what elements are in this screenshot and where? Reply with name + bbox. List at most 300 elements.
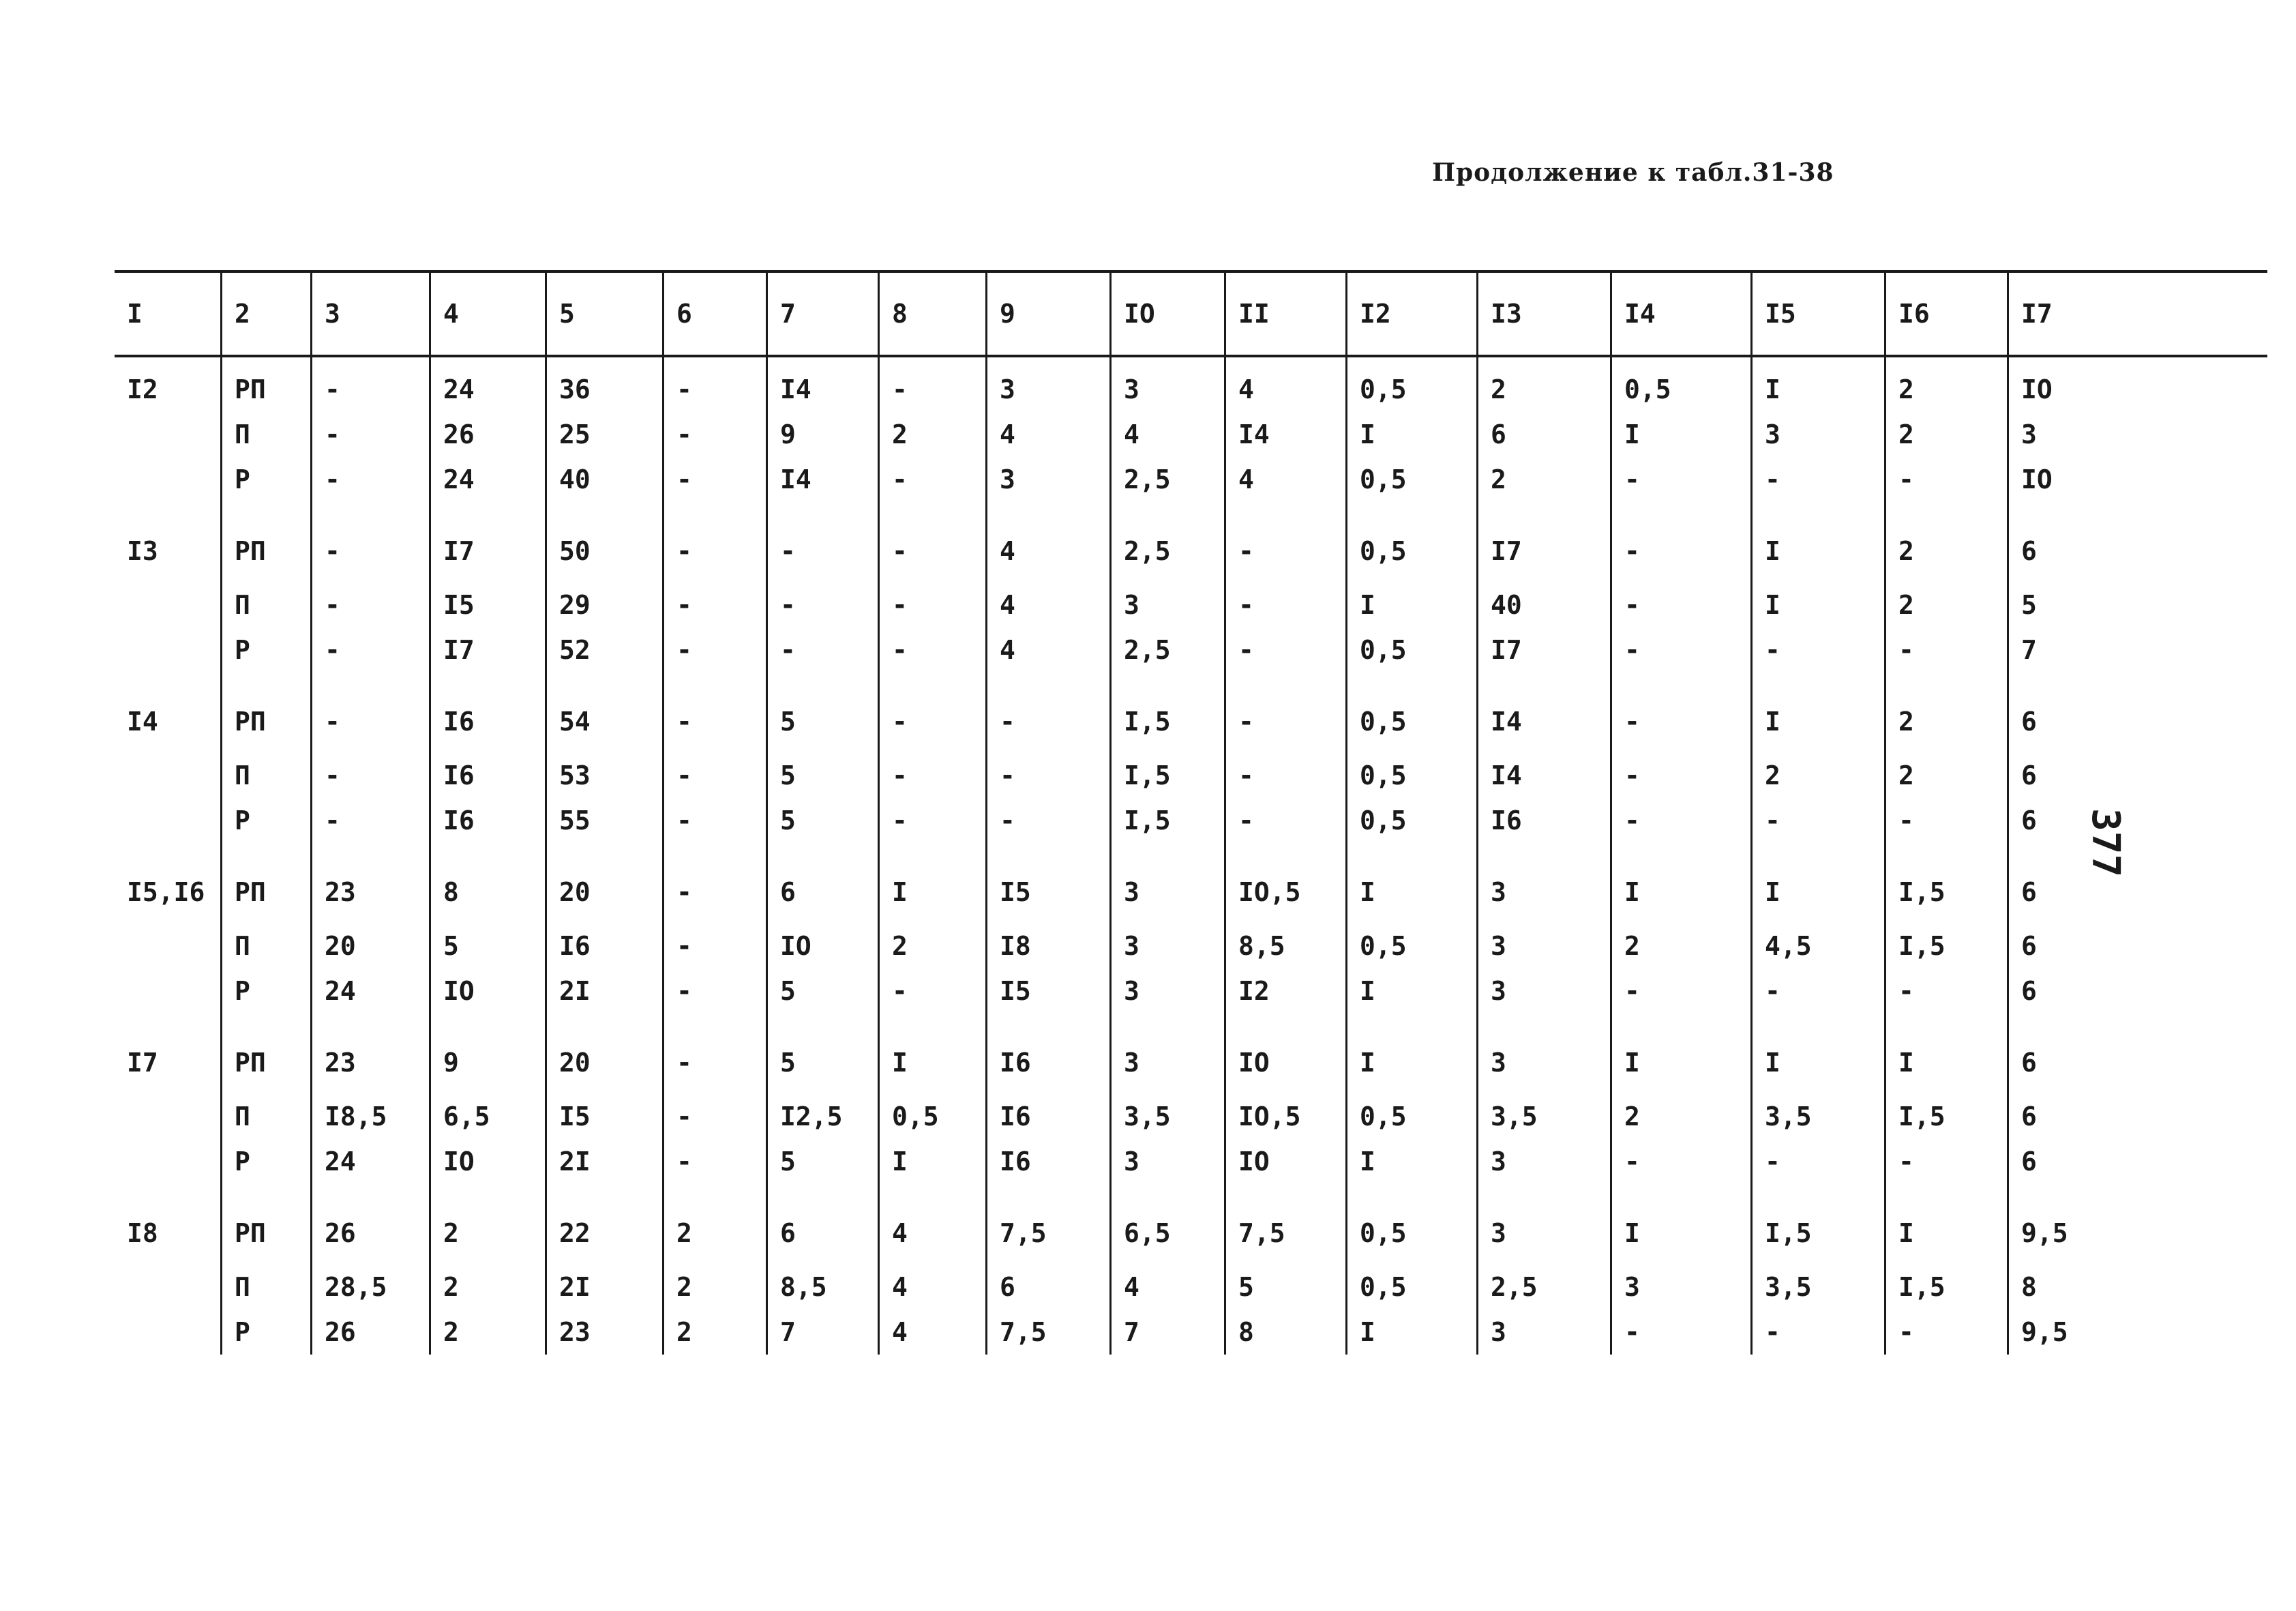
table-cell: 4 <box>987 582 1111 627</box>
table-cell: I7 <box>430 627 546 673</box>
table-cell: - <box>879 582 987 627</box>
table-cell: 2 <box>1611 923 1752 969</box>
table-cell: 3 <box>1478 1184 1611 1265</box>
table-cell: 6 <box>767 1184 879 1265</box>
table-cell: - <box>1752 1139 1885 1184</box>
table-cell: - <box>664 356 767 412</box>
table-cell: I,5 <box>1885 923 2008 969</box>
table-cell: 3 <box>987 457 1111 502</box>
table-cell: I <box>1752 502 1885 582</box>
table-cell: I5 <box>987 843 1111 923</box>
table-cell: 5 <box>767 673 879 753</box>
table-cell: 2 <box>430 1310 546 1355</box>
table-row <box>115 843 2267 923</box>
table-cell: 24 <box>430 457 546 502</box>
table-cell: - <box>1611 1139 1752 1184</box>
table-cell: 5 <box>767 1139 879 1184</box>
table-cell: 5 <box>430 923 546 969</box>
table-cell: 0,5 <box>1611 356 1752 412</box>
table-cell: I,5 <box>1111 753 1225 798</box>
table-row <box>115 1014 2267 1094</box>
table-cell: I <box>879 843 987 923</box>
table-cell: 24 <box>312 969 430 1014</box>
table-cell: 3 <box>1111 356 1225 412</box>
table-cell: - <box>987 798 1111 843</box>
table-cell: - <box>664 1094 767 1139</box>
table-cell: 4 <box>879 1265 987 1310</box>
table-cell: IO <box>2008 356 2268 412</box>
table-cell: 2 <box>1885 502 2008 582</box>
row-group-label <box>115 412 222 457</box>
table-cell: 23 <box>312 1014 430 1094</box>
table-cell: 2 <box>1885 412 2008 457</box>
column-header: I7 <box>2008 271 2268 356</box>
table-cell: - <box>664 457 767 502</box>
table-cell: 7,5 <box>1225 1184 1347 1265</box>
table-cell: - <box>1611 582 1752 627</box>
table-cell: I6 <box>430 673 546 753</box>
table-cell: 0,5 <box>1347 502 1478 582</box>
table-cell: 20 <box>546 843 664 923</box>
table-cell: 6 <box>987 1265 1111 1310</box>
table-cell: - <box>664 1139 767 1184</box>
table-cell: - <box>1611 969 1752 1014</box>
table-cell: 2 <box>1611 1094 1752 1139</box>
table-cell: - <box>1885 457 2008 502</box>
row-type-cell: Р <box>222 798 312 843</box>
column-header: 3 <box>312 271 430 356</box>
table-cell: 3 <box>1478 969 1611 1014</box>
table-row <box>115 627 2267 673</box>
table-cell: 7,5 <box>987 1184 1111 1265</box>
table-cell: 4 <box>879 1184 987 1265</box>
column-header: I5 <box>1752 271 1885 356</box>
table-cell: 3 <box>2008 412 2268 457</box>
table-cell: IO,5 <box>1225 843 1347 923</box>
table-cell: 55 <box>546 798 664 843</box>
table-cell: 2 <box>1885 673 2008 753</box>
row-type-cell: П <box>222 753 312 798</box>
table-cell: 4 <box>1111 1265 1225 1310</box>
row-type-cell: П <box>222 1265 312 1310</box>
table-row <box>115 502 2267 582</box>
table-cell: 3,5 <box>1111 1094 1225 1139</box>
table-cell: 0,5 <box>1347 1265 1478 1310</box>
table-cell: - <box>879 627 987 673</box>
table-cell: - <box>1752 798 1885 843</box>
table-row <box>115 1094 2267 1139</box>
table-cell: 26 <box>430 412 546 457</box>
row-group-label <box>115 457 222 502</box>
table-cell: 4 <box>1225 356 1347 412</box>
table-cell: IO <box>1225 1139 1347 1184</box>
row-type-cell: РП <box>222 1014 312 1094</box>
table-cell: - <box>879 673 987 753</box>
column-header: I <box>115 271 222 356</box>
row-group-label: I2 <box>127 374 158 404</box>
column-header: 4 <box>430 271 546 356</box>
table-cell: 3 <box>1478 843 1611 923</box>
column-header: 2 <box>222 271 312 356</box>
table-cell: 3 <box>1111 1014 1225 1094</box>
table-cell: - <box>879 457 987 502</box>
table-cell: I <box>1611 1184 1752 1265</box>
column-header: I4 <box>1611 271 1752 356</box>
table-cell: 0,5 <box>1347 673 1478 753</box>
table-cell: 2,5 <box>1111 457 1225 502</box>
table-cell: IO <box>767 923 879 969</box>
table-cell: - <box>879 798 987 843</box>
table-cell: I <box>1752 1014 1885 1094</box>
row-type-cell: Р <box>222 1310 312 1355</box>
table-cell: - <box>1885 1310 2008 1355</box>
table-cell: 20 <box>546 1014 664 1094</box>
table-cell: - <box>1225 582 1347 627</box>
column-header: 9 <box>987 271 1111 356</box>
table-body <box>115 356 2267 1355</box>
table-cell: - <box>664 582 767 627</box>
table-cell: 8 <box>1225 1310 1347 1355</box>
table-cell: IO,5 <box>1225 1094 1347 1139</box>
table-cell: 5 <box>767 1014 879 1094</box>
table-cell: I6 <box>987 1094 1111 1139</box>
row-group-label <box>115 753 222 798</box>
header-row <box>115 271 2267 356</box>
table-cell: I2,5 <box>767 1094 879 1139</box>
table-cell: - <box>664 412 767 457</box>
table-cell: I <box>1347 1139 1478 1184</box>
table-cell: 6,5 <box>430 1094 546 1139</box>
row-group-label: I4 <box>127 707 158 737</box>
column-header: 6 <box>664 271 767 356</box>
row-group-label <box>115 923 222 969</box>
table-cell: 3,5 <box>1752 1094 1885 1139</box>
table-cell: 2I <box>546 1265 664 1310</box>
table-cell: - <box>1885 1139 2008 1184</box>
row-group-label <box>115 627 222 673</box>
table-cell: 0,5 <box>1347 798 1478 843</box>
row-type-cell: РП <box>222 843 312 923</box>
table-cell: - <box>1225 673 1347 753</box>
table-cell: 23 <box>546 1310 664 1355</box>
table-cell: 3 <box>1478 1310 1611 1355</box>
table-cell: - <box>1225 502 1347 582</box>
table-cell: - <box>1225 753 1347 798</box>
row-type-cell: РП <box>222 502 312 582</box>
row-group-label <box>115 969 222 1014</box>
table-cell: I7 <box>1478 627 1611 673</box>
table-cell: I7 <box>430 502 546 582</box>
table-cell: I4 <box>1478 753 1611 798</box>
table-cell: 4 <box>987 627 1111 673</box>
table-row <box>115 457 2267 502</box>
table-cell: 6 <box>2008 969 2268 1014</box>
table-cell: 23 <box>312 843 430 923</box>
table-cell: I <box>1347 969 1478 1014</box>
row-type-cell: Р <box>222 969 312 1014</box>
table-cell: - <box>312 673 430 753</box>
column-header: II <box>1225 271 1347 356</box>
table-row <box>115 1265 2267 1310</box>
row-type-cell: П <box>222 923 312 969</box>
table-cell: IO <box>430 1139 546 1184</box>
table-cell: I6 <box>987 1139 1111 1184</box>
table-cell: - <box>664 753 767 798</box>
table-cell: I6 <box>1478 798 1611 843</box>
table-cell: - <box>767 502 879 582</box>
table-cell: - <box>312 457 430 502</box>
table-cell: 7 <box>2008 627 2268 673</box>
column-header: I3 <box>1478 271 1611 356</box>
table-cell: I,5 <box>1111 798 1225 843</box>
table-cell: I <box>1347 1014 1478 1094</box>
table-cell: I <box>1347 843 1478 923</box>
table-cell: 36 <box>546 356 664 412</box>
table-cell: - <box>312 753 430 798</box>
table-cell: - <box>664 923 767 969</box>
table-cell: 3 <box>1478 1139 1611 1184</box>
table-cell: - <box>312 356 430 412</box>
table-cell: 2 <box>1885 582 2008 627</box>
row-group-label: I5,I6 <box>127 877 205 907</box>
table-cell: 6 <box>2008 1094 2268 1139</box>
table-cell: 3 <box>1478 923 1611 969</box>
table-cell: - <box>312 627 430 673</box>
table-cell: - <box>879 753 987 798</box>
table-cell: I4 <box>1225 412 1347 457</box>
table-cell: I4 <box>1478 673 1611 753</box>
table-row <box>115 356 2267 412</box>
table-cell: I <box>1885 1014 2008 1094</box>
table-cell: 0,5 <box>1347 1094 1478 1139</box>
page-number: 377 <box>2083 808 2128 878</box>
table-cell: 2 <box>1478 356 1611 412</box>
table-cell: I8,5 <box>312 1094 430 1139</box>
table-cell: 40 <box>546 457 664 502</box>
table-cell: 26 <box>312 1184 430 1265</box>
table-cell: - <box>879 969 987 1014</box>
column-header: I2 <box>1347 271 1478 356</box>
row-group-label: I7 <box>127 1048 158 1078</box>
table-cell: 6 <box>2008 843 2268 923</box>
table-cell: 6 <box>1478 412 1611 457</box>
table-cell: 4,5 <box>1752 923 1885 969</box>
table-cell: I7 <box>1478 502 1611 582</box>
table-cell: 8 <box>2008 1265 2268 1310</box>
table-cell: 6 <box>2008 798 2268 843</box>
table-cell: - <box>312 582 430 627</box>
table-cell: I <box>1347 412 1478 457</box>
table-cell: - <box>664 969 767 1014</box>
table-cell: I <box>879 1139 987 1184</box>
table-cell: 6 <box>2008 673 2268 753</box>
table-row <box>115 1310 2267 1355</box>
table-cell: I <box>1611 1014 1752 1094</box>
table-cell: 8,5 <box>767 1265 879 1310</box>
row-group-label <box>115 798 222 843</box>
table-cell: 3 <box>1111 582 1225 627</box>
table-cell: - <box>1225 798 1347 843</box>
data-table <box>115 270 2267 1355</box>
table-cell: I <box>1752 673 1885 753</box>
column-header: 8 <box>879 271 987 356</box>
table-row <box>115 923 2267 969</box>
table-cell: - <box>664 1014 767 1094</box>
table-cell: - <box>987 753 1111 798</box>
table-cell: I <box>1347 582 1478 627</box>
table-cell: 22 <box>546 1184 664 1265</box>
table-cell: 2 <box>1885 753 2008 798</box>
table-cell: 0,5 <box>1347 923 1478 969</box>
table-cell: I4 <box>767 457 879 502</box>
table-cell: 8 <box>430 843 546 923</box>
row-type-cell: П <box>222 1094 312 1139</box>
table-cell: I2 <box>1225 969 1347 1014</box>
table-cell: 0,5 <box>1347 457 1478 502</box>
table-cell: 2 <box>879 412 987 457</box>
table-cell: I,5 <box>1885 1265 2008 1310</box>
table-cell: I6 <box>546 923 664 969</box>
table-cell: I <box>1885 1184 2008 1265</box>
table-cell: 9,5 <box>2008 1310 2268 1355</box>
table-row <box>115 969 2267 1014</box>
table-cell: 7 <box>1111 1310 1225 1355</box>
row-group-label <box>115 582 222 627</box>
table-cell: 3 <box>1611 1265 1752 1310</box>
table-cell: 2 <box>664 1184 767 1265</box>
table-cell: 6 <box>2008 1014 2268 1094</box>
table-cell: IO <box>1225 1014 1347 1094</box>
table-cell: I <box>1752 356 1885 412</box>
table-cell: I5 <box>546 1094 664 1139</box>
table-cell: 7 <box>767 1310 879 1355</box>
table-cell: - <box>664 798 767 843</box>
row-group-label <box>115 1310 222 1355</box>
table-cell: - <box>1885 627 2008 673</box>
table-cell: 0,5 <box>1347 753 1478 798</box>
table-cell: 6 <box>767 843 879 923</box>
table-cell: 4 <box>1225 457 1347 502</box>
table-cell: 2I <box>546 969 664 1014</box>
table-cell: - <box>1611 798 1752 843</box>
table-cell: I6 <box>987 1014 1111 1094</box>
table-cell: I,5 <box>1885 1094 2008 1139</box>
table-cell: 54 <box>546 673 664 753</box>
table-cell: 4 <box>987 502 1111 582</box>
row-type-cell: РП <box>222 356 312 412</box>
table-cell: 2,5 <box>1111 627 1225 673</box>
table-cell: 24 <box>430 356 546 412</box>
table-row <box>115 582 2267 627</box>
table-cell: - <box>767 627 879 673</box>
table-cell: 6 <box>2008 1139 2268 1184</box>
table-cell: 9,5 <box>2008 1184 2268 1265</box>
table-cell: - <box>1885 798 2008 843</box>
table-cell: 2 <box>664 1265 767 1310</box>
table-cell: I,5 <box>1885 843 2008 923</box>
table-cell: I6 <box>430 753 546 798</box>
table-cell: 40 <box>1478 582 1611 627</box>
row-type-cell: РП <box>222 673 312 753</box>
row-type-cell: Р <box>222 1139 312 1184</box>
table-cell: - <box>987 673 1111 753</box>
table-cell: I5 <box>987 969 1111 1014</box>
column-header: I6 <box>1885 271 2008 356</box>
row-type-cell: РП <box>222 1184 312 1265</box>
table-cell: 50 <box>546 502 664 582</box>
column-header: IO <box>1111 271 1225 356</box>
column-header: 7 <box>767 271 879 356</box>
table-cell: 3 <box>1478 1014 1611 1094</box>
table-cell: 4 <box>1111 412 1225 457</box>
table-cell: - <box>767 582 879 627</box>
table-cell: 0,5 <box>1347 356 1478 412</box>
table-cell: 0,5 <box>1347 627 1478 673</box>
table-cell: 0,5 <box>879 1094 987 1139</box>
table-cell: 6 <box>2008 923 2268 969</box>
table-cell: - <box>879 356 987 412</box>
row-type-cell: Р <box>222 627 312 673</box>
table-cell: 2,5 <box>1478 1265 1611 1310</box>
table-cell: 2 <box>1885 356 2008 412</box>
table-cell: - <box>664 673 767 753</box>
table-cell: - <box>312 502 430 582</box>
table-cell: - <box>1752 627 1885 673</box>
column-header: 5 <box>546 271 664 356</box>
table-cell: 26 <box>312 1310 430 1355</box>
table-cell: - <box>1611 1310 1752 1355</box>
row-type-cell: П <box>222 412 312 457</box>
table-cell: - <box>1752 457 1885 502</box>
table-cell: I <box>1347 1310 1478 1355</box>
table-cell: - <box>1752 1310 1885 1355</box>
row-group-label <box>115 1265 222 1310</box>
table-cell: I <box>1611 843 1752 923</box>
table-cell: 29 <box>546 582 664 627</box>
table-row <box>115 1184 2267 1265</box>
table-cell: 9 <box>430 1014 546 1094</box>
table-cell: - <box>664 843 767 923</box>
table-cell: 53 <box>546 753 664 798</box>
table-cell: 5 <box>2008 582 2268 627</box>
table-cell: 5 <box>767 753 879 798</box>
table-cell: 3,5 <box>1478 1094 1611 1139</box>
table-row <box>115 673 2267 753</box>
table-cell: 2,5 <box>1111 502 1225 582</box>
table-cell: 3,5 <box>1752 1265 1885 1310</box>
table-row <box>115 412 2267 457</box>
table-cell: 20 <box>312 923 430 969</box>
table-cell: I5 <box>430 582 546 627</box>
table-cell: I6 <box>430 798 546 843</box>
table-cell: 2 <box>1478 457 1611 502</box>
table-row <box>115 1139 2267 1184</box>
table-cell: - <box>1611 457 1752 502</box>
table-cell: - <box>1611 502 1752 582</box>
row-group-label: I8 <box>127 1218 158 1248</box>
table-cell: 24 <box>312 1139 430 1184</box>
table-cell: 9 <box>767 412 879 457</box>
table-cell: 6 <box>2008 502 2268 582</box>
table-cell: 7,5 <box>987 1310 1111 1355</box>
row-type-cell: П <box>222 582 312 627</box>
table-cell: 3 <box>1111 1139 1225 1184</box>
table-cell: - <box>1885 969 2008 1014</box>
row-group-label: I3 <box>127 536 158 566</box>
row-group-label <box>115 1139 222 1184</box>
table-cell: I <box>1752 582 1885 627</box>
table-cell: 28,5 <box>312 1265 430 1310</box>
